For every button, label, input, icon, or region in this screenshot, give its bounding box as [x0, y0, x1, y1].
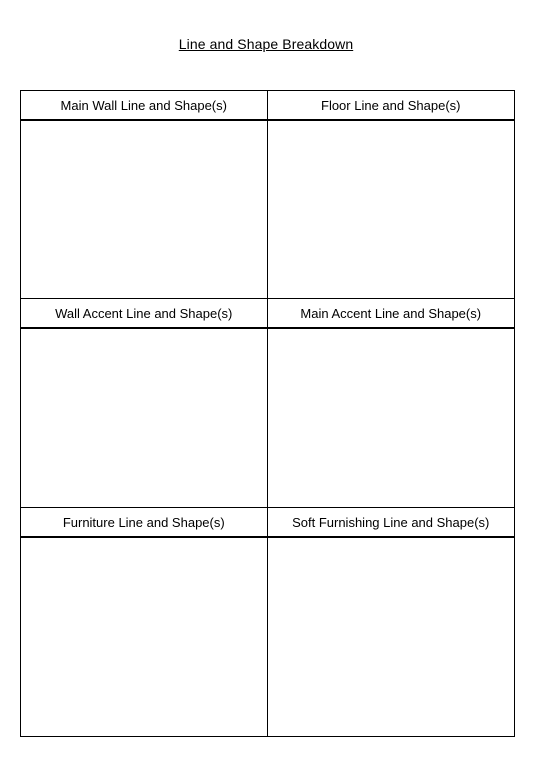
answer-box-main-wall[interactable]	[21, 121, 268, 299]
breakdown-table	[20, 90, 515, 737]
header-soft-furnishing: Soft Furnishing Line and Shape(s)	[268, 508, 515, 538]
answer-box-soft-furnishing[interactable]	[268, 538, 515, 736]
answer-box-wall-accent[interactable]	[21, 329, 268, 508]
header-wall-accent: Wall Accent Line and Shape(s)	[21, 299, 268, 329]
header-floor: Floor Line and Shape(s)	[268, 91, 515, 121]
header-main-wall: Main Wall Line and Shape(s)	[21, 91, 268, 121]
header-main-accent: Main Accent Line and Shape(s)	[268, 299, 515, 329]
header-furniture: Furniture Line and Shape(s)	[21, 508, 268, 538]
page-title: Line and Shape Breakdown	[178, 36, 354, 52]
answer-box-floor[interactable]	[268, 121, 515, 299]
answer-box-main-accent[interactable]	[268, 329, 515, 508]
answer-box-furniture[interactable]	[21, 538, 268, 736]
